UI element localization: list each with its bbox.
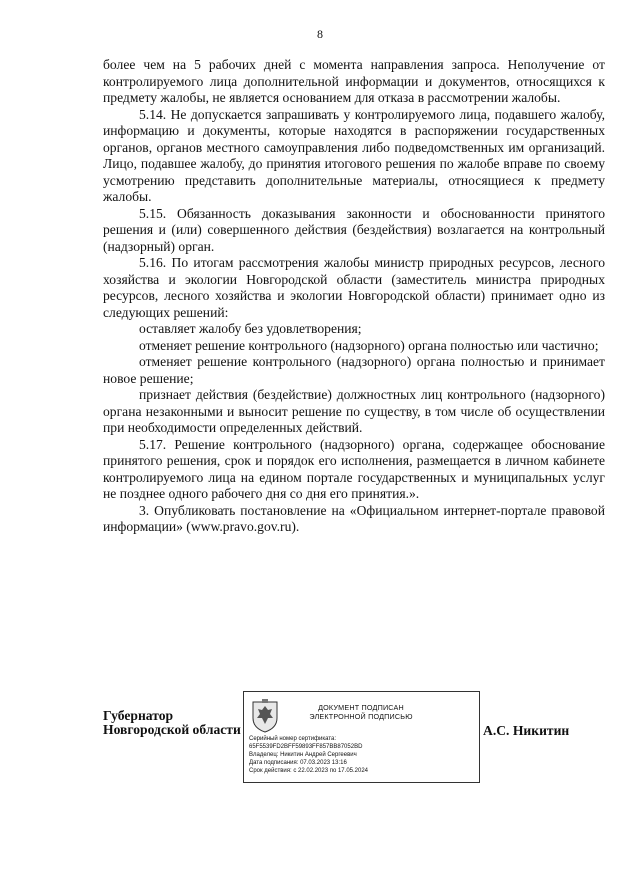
paragraph: отменяет решение контрольного (надзорного) органа полностью и принимает новое решение; bbox=[103, 354, 605, 386]
page-number: 8 bbox=[317, 27, 323, 41]
stamp-cert-number: 65F5539FD2BFF59893FF857BB87052BD bbox=[249, 744, 363, 750]
paragraph: 5.14. Не допускается запрашивать у контролируемого лица, подавшего жалобу, информацию и документы, которые находятся в распоряжении государственных органов, органов местного самоуправления либо подведомственных им организаций. Лицо, подавшее жалобу, до принятия итогового решения по жалобе вправе по своему усмотрению представить дополнительные материалы, относящиеся к предмету жалобы. bbox=[103, 106, 605, 204]
signatory-title-line2: Новгородской области bbox=[103, 722, 241, 737]
document-body bbox=[103, 57, 605, 536]
stamp-details bbox=[249, 735, 368, 775]
paragraph: отменяет решение контрольного (надзорного) органа полностью или частично; bbox=[139, 337, 599, 353]
signatory-name: А.С. Никитин bbox=[483, 723, 570, 738]
paragraph: оставляет жалобу без удовлетворения; bbox=[139, 321, 362, 336]
stamp-header-line2: ЭЛЕКТРОННОЙ ПОДПИСЬЮ bbox=[309, 712, 413, 721]
paragraph: 3. Опубликовать постановление на «Официальном интернет-портале правовой информации» (www.pravo.gov.ru). bbox=[103, 502, 605, 534]
stamp-header-line1: ДОКУМЕНТ ПОДПИСАН bbox=[318, 703, 404, 712]
paragraph: 5.15. Обязанность доказывания законности и обоснованности принятого решения и (или) совершенного действия (бездействия) возлагается на контрольный (надзорный) орган. bbox=[103, 205, 605, 254]
stamp-validity: Срок действия: с 22.02.2023 по 17.05.2024 bbox=[249, 768, 369, 774]
paragraph: 5.16. По итогам рассмотрения жалобы министр природных ресурсов, лесного хозяйства и экологии Новгородской области (заместитель министра природных ресурсов, лесного хозяйства и экологии Новгородской области) принимает одно из следующих решений: bbox=[103, 255, 605, 320]
signatory-title-line1: Губернатор bbox=[103, 708, 174, 723]
stamp-owner: Владелец: Никитин Андрей Сергеевич bbox=[249, 752, 357, 758]
stamp-signed-date: Дата подписания: 07.03.2023 13:16 bbox=[249, 760, 347, 766]
stamp-cert-label: Серийный номер сертификата: bbox=[249, 736, 337, 742]
electronic-signature-stamp bbox=[243, 691, 480, 783]
coat-of-arms-icon bbox=[250, 698, 280, 734]
paragraph: 5.17. Решение контрольного (надзорного) органа, содержащее обоснование принятого решения, срок и порядок его исполнения, размещается в личном кабинете контролируемого лица на едином портале государственных и муниципальных услуг не позднее одного рабочего дня со дня его принятия.». bbox=[103, 436, 605, 501]
stamp-header bbox=[286, 703, 436, 721]
paragraph: признает действия (бездействие) должностных лиц контрольного (надзорного) органа незаконными и выносит решение по существу, в том числе об осуществлении при необходимости определенных действий. bbox=[103, 387, 605, 435]
paragraph: более чем на 5 рабочих дней с момента направления запроса. Неполучение от контролируемого лица дополнительной информации и документов, относящихся к предмету жалобы, не является основанием для отказа в рассмотрении жалобы. bbox=[103, 57, 605, 105]
signatory-title bbox=[103, 709, 241, 737]
